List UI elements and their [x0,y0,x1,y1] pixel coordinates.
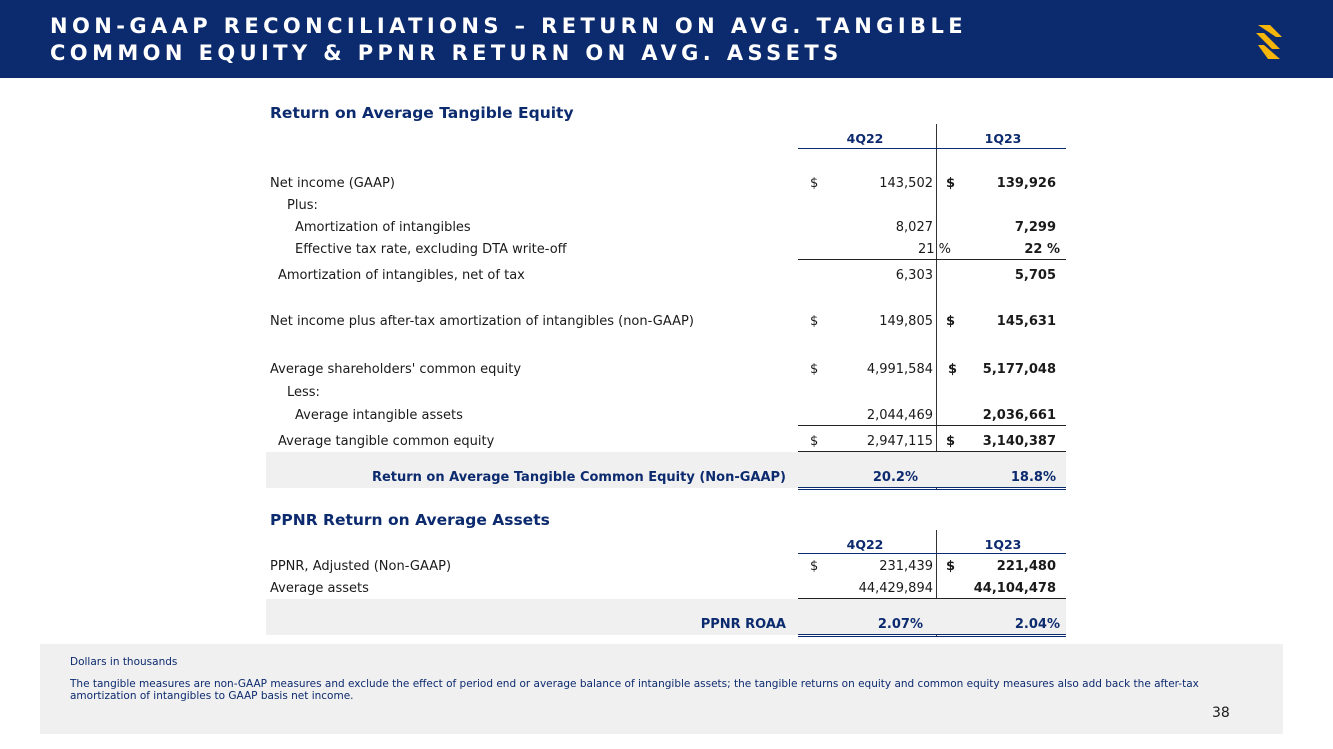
row-amortization-net-4q22: 6,303 [895,268,933,283]
rotce-total-label: Return on Average Tangible Common Equity (Non-GAAP) [371,470,786,485]
rule-avg-intangibles [798,425,1066,426]
row-avg-assets-label: Average assets [270,581,369,596]
row-net-income-plus-cur-4q22: $ [810,314,819,329]
footnote-units: Dollars in thousands [70,656,178,668]
row-tax-rate-1q23: 22 % [1024,242,1060,257]
row-less-label: Less: [287,385,320,400]
column-divider-rote [936,124,937,490]
row-ppnr-label: PPNR, Adjusted (Non-GAAP) [270,559,452,574]
row-avg-assets-4q22: 44,429,894 [858,581,933,596]
row-tax-rate-label: Effective tax rate, excluding DTA write-off [295,242,567,257]
ppnr-header-rule [798,553,1066,554]
row-tax-rate-4q22: 21 % [917,242,951,257]
row-ppnr-4q22: 231,439 [879,559,933,574]
row-net-income-plus-cur-1q23: $ [946,314,956,329]
row-net-income-cur-4q22: $ [810,176,819,191]
row-plus-label: Plus: [287,198,318,213]
row-avg-tangible-equity-4q22: 2,947,115 [866,434,933,449]
row-avg-tangible-equity-cur-1q23: $ [946,434,956,449]
ppnr-roaa-4q22: 2.07% [877,617,923,632]
ppnr-col-1q23: 1Q23 [984,537,1022,552]
rule-tax-rate [798,259,1066,260]
row-net-income-4q22: 143,502 [879,176,933,191]
rote-header-rule [798,148,1066,149]
rotce-total-4q22: 20.2% [872,470,918,485]
row-avg-intangibles-4q22: 2,044,469 [866,408,933,423]
s-stripes-icon [1252,21,1286,61]
ppnr-roaa-label: PPNR ROAA [700,617,786,632]
rote-col-4q22: 4Q22 [846,131,884,146]
row-avg-equity-cur-1q23: $ [948,362,958,377]
row-net-income-plus-1q23: 145,631 [996,314,1056,329]
row-avg-tangible-equity-label: Average tangible common equity [278,434,495,449]
row-ppnr-1q23: 221,480 [996,559,1056,574]
rotce-double-rule [798,487,1066,490]
row-amortization-net-1q23: 5,705 [1014,268,1056,283]
row-avg-intangibles-1q23: 2,036,661 [982,408,1056,423]
row-avg-assets-1q23: 44,104,478 [973,581,1056,596]
row-net-income-plus-label: Net income plus after-tax amortization of intangibles (non-GAAP) [270,314,694,329]
row-avg-tangible-equity-1q23: 3,140,387 [982,434,1056,449]
row-amortization-net-label: Amortization of intangibles, net of tax [278,268,525,283]
row-amortization-4q22: 8,027 [895,220,933,235]
slide-header [0,0,1333,78]
footnote-text: The tangible measures are non-GAAP measures and exclude the effect of period end or average balance of intangible assets; the tangible returns on equity and common equity measures also add back the after-tax amortization of intangibles to GAAP basis net income. [70,678,1199,702]
row-avg-equity-4q22: 4,991,584 [866,362,933,377]
row-net-income-label: Net income (GAAP) [270,176,395,191]
rote-col-1q23: 1Q23 [984,131,1022,146]
row-avg-equity-1q23: 5,177,048 [982,362,1056,377]
row-amortization-label: Amortization of intangibles [295,220,471,235]
footnote-box [40,644,1283,734]
slide-title-line-2: COMMON EQUITY & PPNR RETURN ON AVG. ASSETS [50,41,843,65]
rote-section-title: Return on Average Tangible Equity [270,104,574,122]
ppnr-section-title: PPNR Return on Average Assets [270,511,550,529]
slide-title [50,13,1050,67]
ppnr-double-rule [798,634,1066,637]
row-avg-tangible-equity-cur-4q22: $ [810,434,819,449]
rotce-total-1q23: 18.8% [1010,470,1056,485]
ppnr-roaa-1q23: 2.04% [1014,617,1060,632]
page-number: 38 [1212,705,1230,721]
row-net-income-1q23: 139,926 [996,176,1056,191]
row-net-income-plus-4q22: 149,805 [879,314,933,329]
slide-title-line-1: NON-GAAP RECONCILIATIONS – RETURN ON AVG. TANGIBLE [50,14,967,38]
ppnr-col-4q22: 4Q22 [846,537,884,552]
row-avg-equity-label: Average shareholders' common equity [270,362,522,377]
row-avg-equity-cur-4q22: $ [810,362,819,377]
row-avg-intangibles-label: Average intangible assets [295,408,463,423]
row-ppnr-cur-4q22: $ [810,559,819,574]
row-amortization-1q23: 7,299 [1014,220,1056,235]
row-net-income-cur-1q23: $ [946,176,956,191]
row-ppnr-cur-1q23: $ [946,559,956,574]
